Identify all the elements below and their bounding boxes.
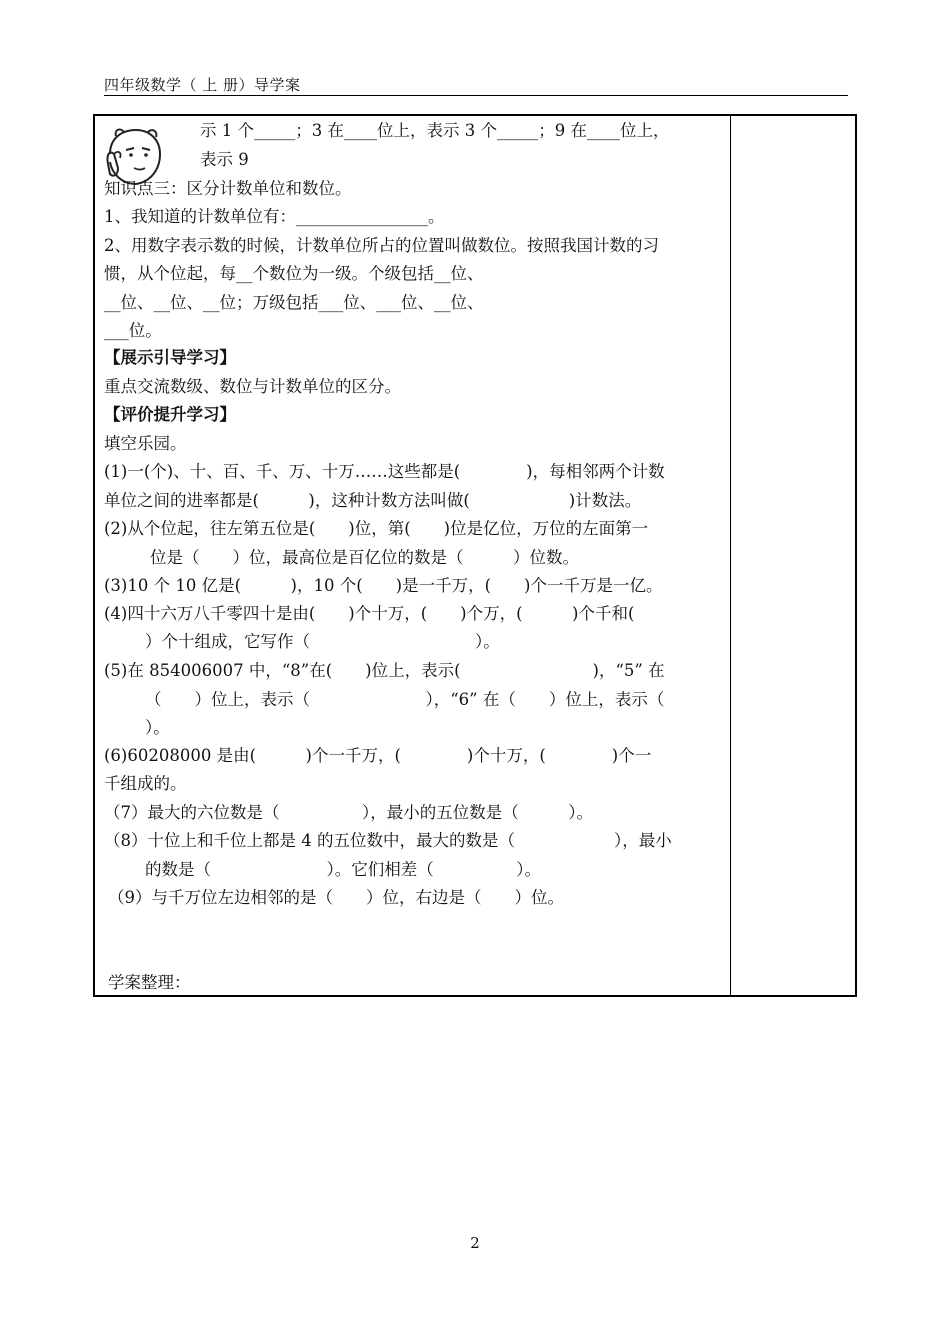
exercise-line: (4)四十六万八千零四十是由( )个十万，( )个万，( )个千和( [104,604,635,623]
section-heading: 【评价提升学习】 [104,405,236,424]
exercise-line: （9）与千万位左边相邻的是（ ）位，右边是（ ）位。 [108,888,564,907]
text-line: __位、__位、__位；万级包括___位、___位、__位、 [104,293,484,312]
page-header-title: 四年级数学（ 上 册）导学案 [104,76,301,94]
text-line: 填空乐园。 [104,434,187,453]
exercise-line: ）个十组成，它写作（ ）。 [145,632,500,651]
text-line: 表示 9 [200,150,249,169]
exercise-line: (5)在 854006007 中，“8”在( )位上，表示( )，“5” 在 [104,661,665,680]
text-line: 1、我知道的计数单位有：________________。 [104,207,445,226]
header-rule [104,95,848,96]
section-heading: 【展示引导学习】 [104,348,236,367]
text-line: 2、用数字表示数的时候，计数单位所占的位置叫做数位。按照我国计数的习 [104,236,659,255]
exercise-line: ）。 [145,718,170,737]
notes-label: 学案整理： [108,973,191,992]
page-number: 2 [470,1234,480,1252]
exercise-line: (3)10 个 10 亿是( )，10 个( )是一千万，( )个一千万是一亿。 [104,576,663,595]
exercise-line: 千组成的。 [104,774,187,793]
exercise-line: （ ）位上，表示（ ），“6” 在（ ）位上，表示（ [145,690,665,709]
text-line: 示 1 个_____；3 在____位上，表示 3 个_____；9 在____位上， [200,121,670,140]
exercise-line: （7）最大的六位数是（ ），最小的五位数是（ ）。 [104,803,593,822]
section-heading: 知识点三：区分计数单位和数位。 [104,179,352,198]
text-line: ___位。 [104,321,162,340]
exercise-line: （8）十位上和千位上都是 4 的五位数中，最大的数是（ ），最小 [104,831,672,850]
text-line: 重点交流数级、数位与计数单位的区分。 [104,377,401,396]
exercise-line: (2)从个位起，往左第五位是( )位，第( )位是亿位，万位的左面第一 [104,519,649,538]
exercise-line: 单位之间的进率都是( )，这种计数方法叫做( )计数法。 [104,491,642,510]
notes-column-rule [730,114,731,997]
exercise-line: 位是（ ）位，最高位是百亿位的数是（ ）位数。 [150,548,579,567]
text-line: 惯，从个位起，每__个数位为一级。个级包括__位、 [104,264,484,283]
exercise-line: (6)60208000 是由( )个一千万，( )个十万，( )个一 [104,746,652,765]
exercise-line: 的数是（ ）。它们相差（ ）。 [145,860,541,879]
exercise-line: (1)一(个)、十、百、千、万、十万……这些都是( )，每相邻两个计数 [104,462,665,481]
